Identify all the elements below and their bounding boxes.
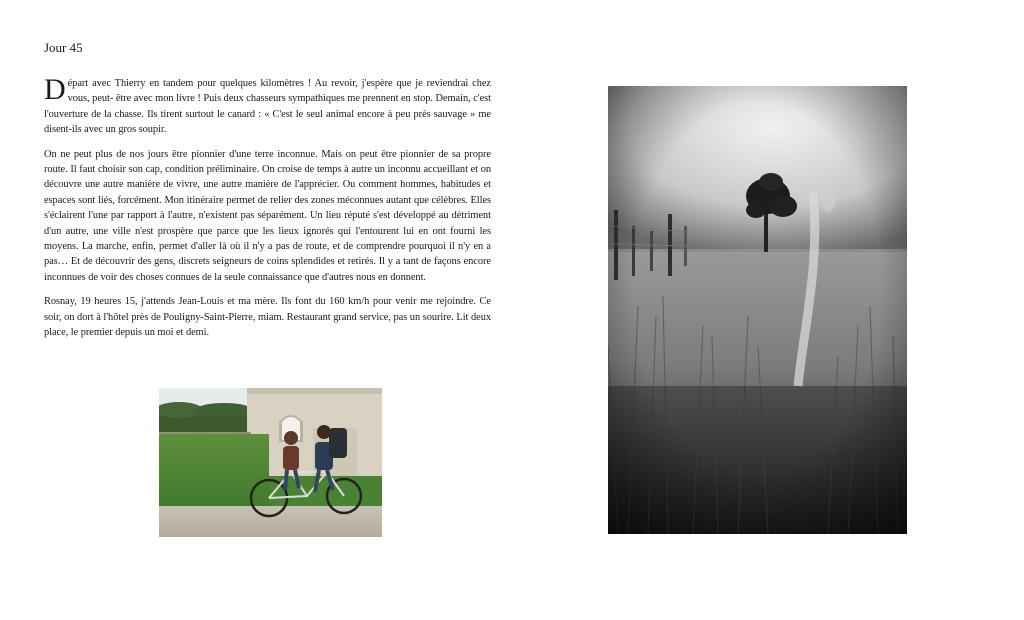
tandem-photo-image — [159, 388, 382, 537]
drop-cap: D — [44, 73, 66, 106]
paragraph-2: On ne peut plus de nos jours être pionnier d'une terre inconnue. Mais on peut être pionnier de sa propre route. Il faut choisir son cap, condition préliminaire. On croise de temps à autre un inconnu accueillant et on découvre une autre manière de vivre, une autre manière de l'apprécier. Ou comment hommes, habitudes et espaces sont liés, forcément. Mon itinéraire permet de relier des zones méconnues autant que célèbres. Elles s'éclairent l'une par rapport à l'autre, n'existent pas séparément. Un lieu réputé s'est développé au détriment d'un autre, une ville n'est prospère que parce que les lieux ignorés qui l'entourent lui en ont fourni les moyens. La marche, enfin, permet d'aller là où il n'y a pas de route, et de comprendre pourquoi il n'y en a pas… Et de découvrir des gens, discrets seigneurs de coins splendides et retirés. Il y a tant de façons encore inconnues de voir des choses connues de la seule connaissance que d'autres nous en donnent. — [44, 148, 491, 283]
paragraph-1-text: épart avec Thierry en tandem pour quelques kilomètres ! Au revoir, j'espère que je reviendrai chez vous, peut- être avec mon livre ! Puis deux chasseurs sympathiques me prennent en stop. Demain, c'est l'ouverture de la chasse. Ils tirent surtout le canard : « C'est le seul animal encore à peu près sauvage » me disent-ils avec un gros soupir. — [44, 78, 491, 136]
tree-field-photo — [608, 86, 907, 534]
left-page — [44, 40, 491, 350]
paragraph-3: Rosnay, 19 heures 15, j'attends Jean-Louis et ma mère. Ils font du 160 km/h pour venir me rejoindre. Ce soir, on dort à l'hôtel près de Pouligny-Saint-Pierre, miam. Restaurant grand service, pas un sourire. Lit deux place, le premier depuis un moi et demi. — [44, 296, 491, 339]
paragraph-1 — [44, 73, 491, 138]
day-title: Jour 45 — [44, 40, 83, 55]
tandem-photo — [159, 388, 382, 537]
tree-field-photo-image — [608, 86, 907, 534]
